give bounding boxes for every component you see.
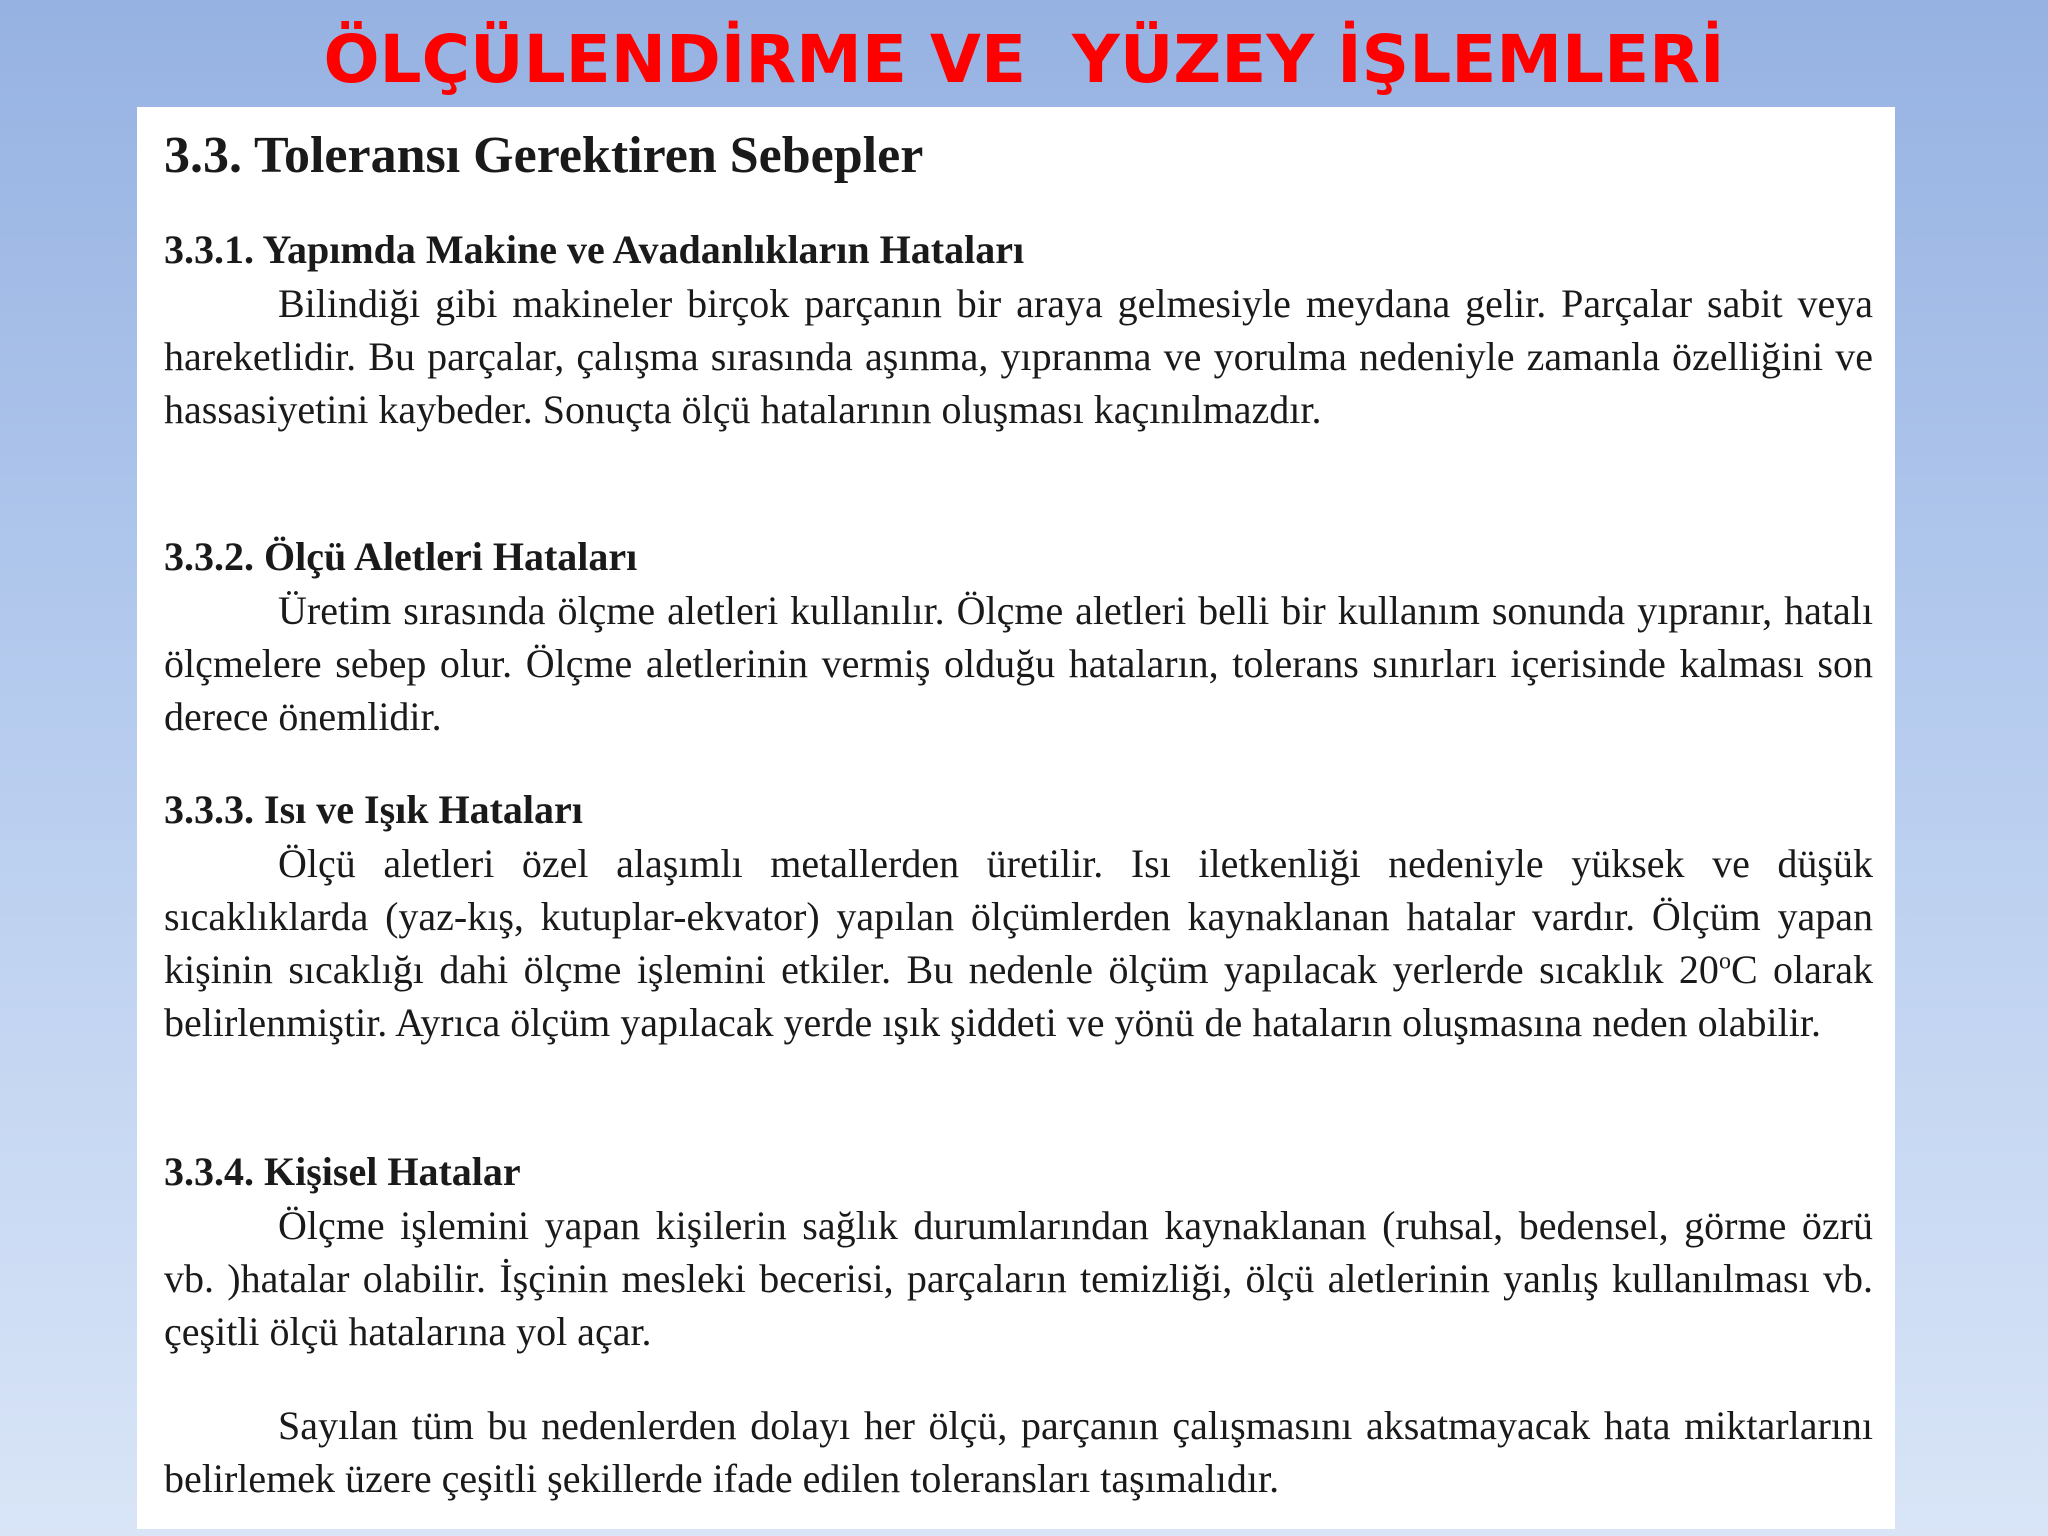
section-title: 3.3.2. Ölçü Aletleri Hataları	[164, 534, 638, 579]
section-paragraph: Bilindiği gibi makineler birçok parçanın bir araya gelmesiyle meydana gelir. Parçalar sabit veya hareketlidir. Bu parçalar, çalışma sırasında aşınma, yıpranma ve yorulma nedeniyle zamanla özelliğini ve hassasiyetini kaybeder. Sonuçta ölçü hatalarının oluşması kaçınılmazdır.	[164, 281, 1873, 432]
section-paragraph: Üretim sırasında ölçme aletleri kullanılır. Ölçme aletleri belli bir kullanım sonunda yıpranır, hatalı ölçmelere sebep olur. Ölçme aletlerinin vermiş olduğu hataların, tolerans sınırları içerisinde kalması son derece önemlidir.	[164, 588, 1873, 739]
document-heading: 3.3. Toleransı Gerektiren Sebepler	[164, 127, 924, 184]
section-heat-light-errors	[164, 783, 1873, 1049]
section-instrument-errors	[164, 530, 1873, 743]
conclusion-paragraph: Sayılan tüm bu nedenlerden dolayı her ölçü, parçanın çalışmasını aksatmayacak hata miktarlarını belirlemek üzere çeşitli şekillerde ifade edilen toleransları taşımalıdır.	[164, 1403, 1873, 1501]
section-title: 3.3.1. Yapımda Makine ve Avadanlıkların Hataları	[164, 227, 1025, 272]
section-title: 3.3.4. Kişisel Hatalar	[164, 1149, 521, 1194]
section-machine-errors	[164, 223, 1873, 436]
document-panel	[137, 107, 1895, 1529]
section-personal-errors	[164, 1145, 1873, 1358]
paragraph-text-part: Ölçü aletleri özel alaşımlı metallerden üretilir. Isı iletkenliği nedeniyle yüksek ve düşük sıcaklıklarda (yaz-kış, kutuplar-ekvator) yapılan ölçümlerden kaynaklanan hatalar vardır. Ölçüm yapan kişinin sıcaklığı dahi ölçme işlemini etkiler. Bu nedenle ölçüm yapılacak yerlerde sıcaklık 20	[164, 841, 1873, 992]
section-paragraph	[164, 837, 1873, 1049]
degree-superscript: o	[1718, 948, 1731, 975]
paragraph-text-part: C olarak belirlenmiştir. Ayrıca ölçüm yapılacak yerde ışık şiddeti ve yönü de hataların oluşmasına neden olabilir.	[164, 947, 1874, 1045]
section-paragraph: Ölçme işlemini yapan kişilerin sağlık durumlarından kaynaklanan (ruhsal, bedensel, görme özrü vb. )hatalar olabilir. İşçinin mesleki becerisi, parçaların temizliği, ölçü aletlerinin yanlış kullanılması vb. çeşitli ölçü hatalarına yol açar.	[164, 1203, 1873, 1354]
conclusion	[164, 1399, 1873, 1505]
slide-title: ÖLÇÜLENDİRME VE YÜZEY İŞLEMLERİ	[323, 21, 1725, 98]
section-title: 3.3.3. Isı ve Işık Hataları	[164, 787, 583, 832]
